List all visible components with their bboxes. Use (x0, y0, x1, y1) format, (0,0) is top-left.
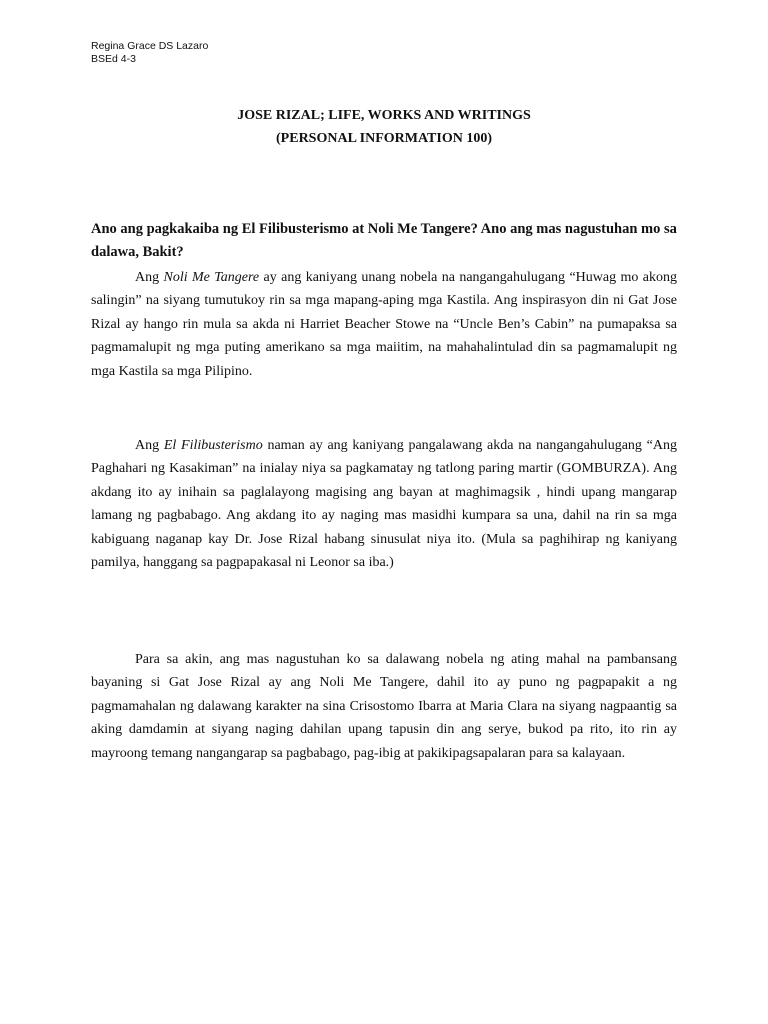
author-section: BSEd 4-3 (91, 53, 136, 65)
author-header (91, 40, 208, 66)
paragraph-lead: Ang (135, 270, 164, 285)
essay-question: Ano ang pagkakaiba ng El Filibusterismo at Noli Me Tangere? Ano ang mas nagustuhan mo sa dalawa, Bakit? (91, 221, 677, 260)
paragraph-opinion: Para sa akin, ang mas nagustuhan ko sa dalawang nobela ng ating mahal na pambansang bayaning si Gat Jose Rizal ay ang Noli Me Tangere, dahil ito ay puno ng pagpapakit a ng pagmamahalan ng dalawang karakter na sina Crisostomo Ibarra at Maria Clara na siyang nagpaantig sa aking damdamin at siyang naging dahilan upang tapusin din ang serye, bukod pa rito, ito rin ay mayroong temang nangangarap sa pagbabago, pag-ibig at pakikipagsapalaran para sa kalayaan. (91, 652, 677, 761)
title-line-2: (PERSONAL INFORMATION 100) (276, 131, 492, 146)
document-title (0, 104, 768, 150)
paragraph-lead: Ang (135, 438, 164, 453)
paragraph-fili (91, 434, 677, 574)
paragraph-body: naman ay ang kaniyang pangalawang akda na nangangahulugang “Ang Paghahari ng Kasakiman” na inialay niya sa pagkamatay ng tatlong paring martir (GOMBURZA). Ang akdang ito ay inihain sa paglalayong magising ang bayan at maghimagsik , hindi upang mangarap lamang ng pagbabago. Ang akdang ito ay naging mas masidhi kumpara sa una, dahil na rin sa mga kabiguang naganap kay Dr. Jose Rizal habang sinusulat niya ito. (Mula sa paghihirap ng kaniyang pamilya, hanggang sa pagpapakasal ni Leonor sa iba.) (91, 438, 677, 571)
title-line-1: JOSE RIZAL; LIFE, WORKS AND WRITINGS (237, 108, 531, 123)
paragraph-noli (91, 266, 677, 383)
novel-title-fili: El Filibusterismo (163, 438, 263, 453)
novel-title-noli: Noli Me Tangere (163, 270, 260, 285)
author-name: Regina Grace DS Lazaro (91, 40, 209, 52)
paragraph-body: ay ang kaniyang unang nobela na nangangahulugang “Huwag mo akong salingin” na siyang tumutukoy rin sa mga mapang-aping mga Kastila. Ang inspirasyon din ni Gat Jose Rizal ay hango rin mula sa akda ni Harriet Beacher Stowe na “Uncle Ben’s Cabin” na pumapaksa sa pagmamalupit ng mga puting amerikano sa mga maiitim, na mahahalintulad din sa pagmamalupit ng mga Kastila sa mga Pilipino. (91, 270, 677, 379)
